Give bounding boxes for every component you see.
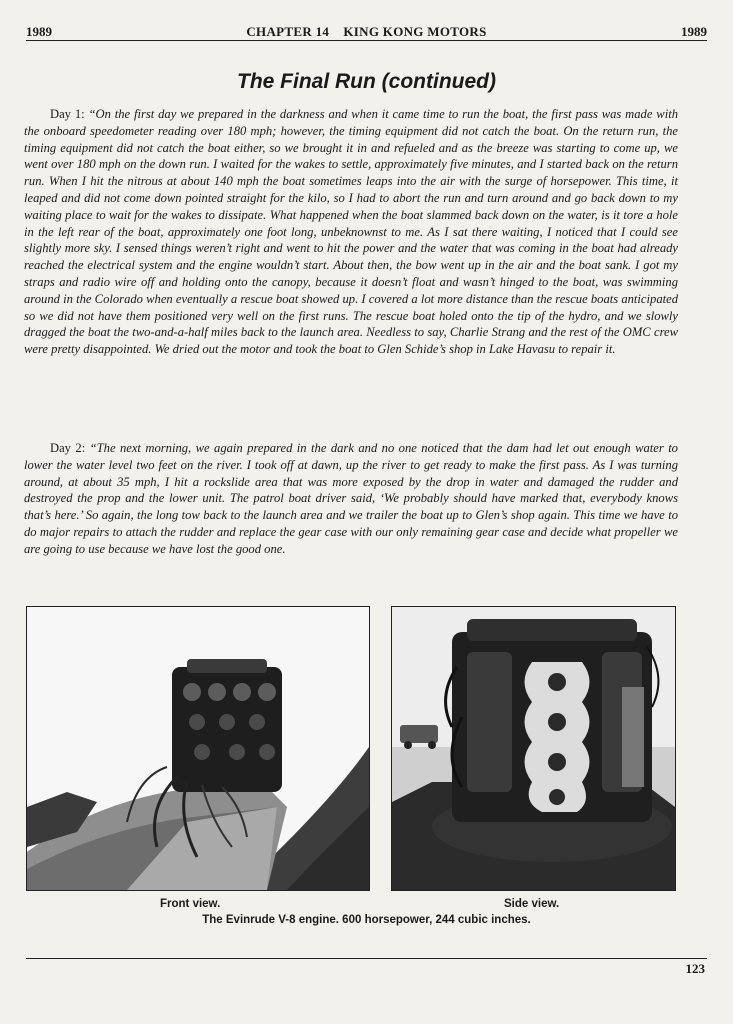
footer-divider: [26, 958, 707, 959]
page-number: 123: [685, 961, 705, 976]
paragraph-day-2: [24, 440, 678, 558]
front-view-caption: Front view.: [160, 898, 221, 910]
header-year-right: 1989: [681, 24, 707, 39]
paragraph-lead: Day 2:: [50, 441, 86, 455]
figure-caption: The Evinrude V-8 engine. 600 horsepower, 244 cubic inches.: [202, 914, 531, 926]
paragraph-text: “The next morning, we again prepared in the dark and no one noticed that the dam had let out enough water to lower the water level two feet on the river. I took off at dawn, up the river to get ready to make the first pass. As I was turning around, at about 35 mph, I hit a rockslide area that was more exposed by the drop in water and damaged the rudder and destroyed the prop and the lower unit. The patrol boat driver said, ‘We probably should have marked that, everybody knows that’s here.’ So again, the long tow back to the launch area and we trailer the boat up to Glen’s shop again. This time we have to do major repairs to attach the rudder and replace the gear case with our only remaining gear case and decide what propeller we are going to use because we have lost the good one.: [24, 441, 678, 556]
engine-side-view-photo: [391, 606, 676, 891]
engine-side-view-image: [392, 607, 675, 890]
paragraph-text: “On the first day we prepared in the darkness and when it came time to run the boat, the first pass was made with the onboard speedometer reading over 180 mph; however, the timing equipment did not catch the boat. On the return run, the timing equipment did not catch the boat either, so we brought it in and refueled and as the breeze was starting to come up, we went over 180 mph on the down run. I waited for the wakes to settle, approximately five minutes, and I started back on the return run. When I hit the nitrous at about 140 mph the boat sometimes leaps into the air with the surge of horsepower. This time, it leaped and did not come down pointed straight for the kilo, so I had to abort the run and turn around and go back down to my waiting place to wait for the wakes to dissipate. What happened when the boat slammed back down on the water, is it tore a hole in the left rear of the boat, approximately one foot long, unbeknownst to me. As I sat there waiting, I noticed that I could see slightly more sky. I sensed things weren’t right and went to hit the power and the water that was coming in the boat had already reached the electrical system and the engine wouldn’t start. About then, the bow went up in the air and the boat sank. I got my straps and radio wire off and holding onto the canopy, because it doesn’t float and wasn’t hinged to the boat, was swimming around in the Colorado when eventually a rescue boat showed up. I covered a lot more distance than the rescue boats anticipated so we did not have them positioned very well on the first runs. The rescue boat holed onto the tip of the hydro, and we slowly dragged the boat the two-and-a-half miles back to the launch area. Needless to say, Charlie Strang and the rest of the OMC crew were pretty disappointed. We dried out the motor and took the boat to Glen Schide’s shop in Lake Havasu to repair it.: [24, 107, 678, 357]
side-view-caption: Side view.: [504, 898, 560, 910]
engine-front-view-image: [27, 607, 369, 890]
paragraph-lead: Day 1:: [50, 107, 85, 121]
engine-front-view-photo: [26, 606, 370, 891]
header-year-left: 1989: [26, 24, 52, 39]
running-header: [26, 22, 707, 41]
page-title: The Final Run (continued): [237, 70, 496, 93]
paragraph-day-1: [24, 106, 678, 358]
header-chapter-title: CHAPTER 14 KING KONG MOTORS: [246, 24, 487, 39]
